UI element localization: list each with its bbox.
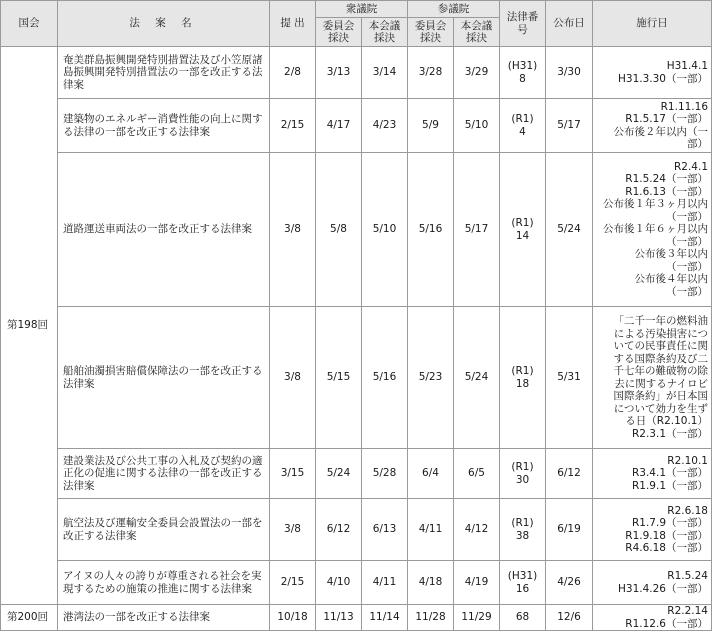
law-number	[500, 307, 546, 449]
law-number-era: (R1)	[511, 113, 534, 125]
header-bill-name: 法 案 名	[58, 1, 270, 47]
submitted-date: 3/8	[270, 307, 316, 449]
cou-plenary-date: 4/19	[454, 561, 500, 605]
enforcement-line: R2.3.1（一部）	[631, 427, 708, 440]
header-promulgation: 公布日	[546, 1, 593, 47]
cou-plenary-date: 3/29	[454, 47, 500, 99]
law-number-value: 18	[515, 377, 530, 390]
submitted-date: 3/8	[270, 499, 316, 561]
enforcement-line: R2.4.1	[673, 160, 708, 173]
cou-committee-date: 3/28	[408, 47, 454, 99]
cou-plenary-date: 5/17	[454, 153, 500, 307]
enforcement-line: R1.11.16	[660, 100, 708, 113]
cou-plenary-date: 5/24	[454, 307, 500, 449]
enforcement-date	[593, 499, 712, 561]
law-number-era: (R1)	[511, 217, 534, 229]
cou-plenary-date: 4/12	[454, 499, 500, 561]
law-number-era: (H31)	[507, 570, 538, 582]
cou-committee-date: 4/18	[408, 561, 454, 605]
enforcement-line: R1.7.9（一部）	[631, 517, 708, 529]
table-row	[1, 307, 712, 449]
header-law-number: 法律番号	[500, 1, 546, 47]
bill-name: 航空法及び運輸安全委員会設置法の一部を改正する法律案	[58, 499, 270, 561]
law-number	[500, 499, 546, 561]
enforcement-line: る日（R2.10.1）	[625, 415, 708, 427]
rep-plenary-date: 11/14	[362, 605, 408, 631]
table-row	[1, 47, 712, 99]
submitted-date: 3/8	[270, 153, 316, 307]
cou-committee-date: 5/23	[408, 307, 454, 449]
cou-plenary-date: 5/10	[454, 99, 500, 153]
enforcement-line: （一部）	[666, 260, 708, 273]
enforcement-line: R1.6.13（一部）	[625, 185, 708, 198]
law-number	[500, 99, 546, 153]
rep-plenary-date: 5/10	[362, 153, 408, 307]
enforcement-line: R1.9.18（一部）	[625, 529, 708, 542]
header-house-of-representatives: 衆議院	[316, 1, 408, 18]
session-label: 第198回	[1, 47, 58, 605]
header-cou-committee: 委員会採決	[408, 18, 454, 47]
submitted-date: 3/15	[270, 449, 316, 499]
promulgation-date: 6/19	[546, 499, 593, 561]
enforcement-line: 「二千一年の燃料油	[613, 315, 708, 327]
law-number	[500, 605, 546, 631]
law-number-value: 38	[515, 529, 530, 542]
enforcement-line: H31.3.30（一部）	[618, 72, 708, 85]
promulgation-date: 5/31	[546, 307, 593, 449]
header-submitted: 提 出	[270, 1, 316, 47]
cou-committee-date: 4/11	[408, 499, 454, 561]
law-number	[500, 47, 546, 99]
header-session: 国会	[1, 1, 58, 47]
enforcement-line: による汚染損害につ	[613, 327, 708, 340]
enforcement-line: R4.6.18（一部）	[625, 542, 708, 554]
bill-name: アイヌの人々の誇りが尊重される社会を実現するための施策の推進に関する法律案	[58, 561, 270, 605]
rep-committee-date: 11/13	[316, 605, 362, 631]
submitted-date: 10/18	[270, 605, 316, 631]
rep-committee-date: 4/10	[316, 561, 362, 605]
enforcement-line: 千七年の難破物の除	[613, 365, 708, 377]
enforcement-line: 国際条約」が日本国	[613, 390, 708, 402]
enforcement-line: H31.4.26（一部）	[618, 582, 708, 595]
enforcement-date	[593, 561, 712, 605]
header-rep-plenary: 本会議採決	[362, 18, 408, 47]
header-rep-committee: 委員会採決	[316, 18, 362, 47]
bill-name: 港湾法の一部を改正する法律案	[58, 605, 270, 631]
session-label: 第200回	[1, 605, 58, 631]
cou-committee-date: 6/4	[408, 449, 454, 499]
law-number-era: (H31)	[507, 60, 538, 72]
submitted-date: 2/15	[270, 561, 316, 605]
promulgation-date: 4/26	[546, 561, 593, 605]
promulgation-date: 5/17	[546, 99, 593, 153]
cou-committee-date: 5/9	[408, 99, 454, 153]
law-number-value: 16	[515, 582, 530, 595]
bill-name: 奄美群島振興開発特別措置法及び小笠原諸島振興開発特別措置法の一部を改正する法律案	[58, 47, 270, 99]
bill-name: 建設業法及び公共工事の入札及び契約の適正化の促進に関する法律の一部を改正する法律案	[58, 449, 270, 499]
enforcement-date	[593, 605, 712, 631]
rep-committee-date: 5/8	[316, 153, 362, 307]
table-row	[1, 449, 712, 499]
table-row	[1, 561, 712, 605]
enforcement-date	[593, 153, 712, 307]
promulgation-date: 3/30	[546, 47, 593, 99]
rep-plenary-date: 3/14	[362, 47, 408, 99]
enforcement-line: R2.2.14	[667, 605, 708, 617]
law-number-era: (R1)	[511, 365, 534, 377]
enforcement-line: 公布後１年３ヶ月以内	[603, 198, 708, 211]
law-number-value: 14	[515, 229, 530, 242]
enforcement-line: 部）	[687, 138, 708, 150]
enforcement-line: R1.5.24（一部）	[625, 173, 708, 186]
law-number	[500, 153, 546, 307]
bill-name: 建築物のエネルギー消費性能の向上に関する法律の一部を改正する法律案	[58, 99, 270, 153]
rep-committee-date: 6/12	[316, 499, 362, 561]
rep-plenary-date: 6/13	[362, 499, 408, 561]
enforcement-line: R2.10.1	[667, 454, 708, 467]
law-number	[500, 561, 546, 605]
law-number-value: 8	[519, 72, 526, 85]
cou-plenary-date: 11/29	[454, 605, 500, 631]
submitted-date: 2/15	[270, 99, 316, 153]
enforcement-line: について効力を生ず	[613, 402, 708, 415]
header-cou-plenary: 本会議採決	[454, 18, 500, 47]
enforcement-line: R2.6.18	[667, 504, 708, 517]
law-number-value: 30	[515, 473, 530, 486]
law-number-era: (R1)	[511, 461, 534, 473]
rep-plenary-date: 4/11	[362, 561, 408, 605]
law-number-value: 4	[519, 125, 526, 138]
table-row	[1, 99, 712, 153]
enforcement-line: R1.12.6（一部）	[625, 617, 708, 630]
table-row	[1, 605, 712, 631]
rep-committee-date: 5/24	[316, 449, 362, 499]
rep-committee-date: 3/13	[316, 47, 362, 99]
law-number	[500, 449, 546, 499]
enforcement-line: する国際条約及び二	[613, 352, 708, 365]
enforcement-line: 去に関するナイロビ	[614, 377, 708, 390]
enforcement-date	[593, 449, 712, 499]
promulgation-date: 12/6	[546, 605, 593, 631]
enforcement-line: （一部）	[666, 235, 708, 248]
cou-committee-date: 5/16	[408, 153, 454, 307]
rep-plenary-date: 5/16	[362, 307, 408, 449]
header-enforcement: 施行日	[593, 1, 712, 47]
rep-plenary-date: 5/28	[362, 449, 408, 499]
enforcement-line: いての民事責任に関	[613, 340, 708, 352]
enforcement-line: （一部）	[666, 210, 708, 223]
enforcement-line: 公布後４年以内	[634, 273, 708, 286]
enforcement-line: R1.9.1（一部）	[631, 479, 708, 492]
table-row	[1, 153, 712, 307]
cou-committee-date: 11/28	[408, 605, 454, 631]
bill-name: 道路運送車両法の一部を改正する法律案	[58, 153, 270, 307]
enforcement-date	[593, 307, 712, 449]
enforcement-line: 公布後１年６ヶ月以内	[603, 223, 708, 236]
rep-committee-date: 4/17	[316, 99, 362, 153]
enforcement-line: R1.5.24	[667, 570, 708, 582]
law-number-value: 68	[515, 611, 530, 624]
enforcement-line: R3.4.1（一部）	[631, 467, 708, 480]
enforcement-line: H31.4.1	[666, 60, 708, 72]
rep-committee-date: 5/15	[316, 307, 362, 449]
enforcement-line: R1.5.17（一部）	[625, 113, 708, 125]
law-number-era: (R1)	[511, 517, 534, 529]
promulgation-date: 5/24	[546, 153, 593, 307]
header-house-of-councillors: 参議院	[408, 1, 500, 18]
rep-plenary-date: 4/23	[362, 99, 408, 153]
table-row	[1, 499, 712, 561]
enforcement-line: （一部）	[666, 285, 708, 298]
bill-name: 船舶油濁損害賠償保障法の一部を改正する法律案	[58, 307, 270, 449]
enforcement-line: 公布後３年以内	[634, 248, 708, 261]
cou-plenary-date: 6/5	[454, 449, 500, 499]
enforcement-line: 公布後２年以内（一	[613, 125, 708, 138]
submitted-date: 2/8	[270, 47, 316, 99]
promulgation-date: 6/12	[546, 449, 593, 499]
enforcement-date	[593, 99, 712, 153]
table-body	[1, 47, 712, 631]
enforcement-date	[593, 47, 712, 99]
